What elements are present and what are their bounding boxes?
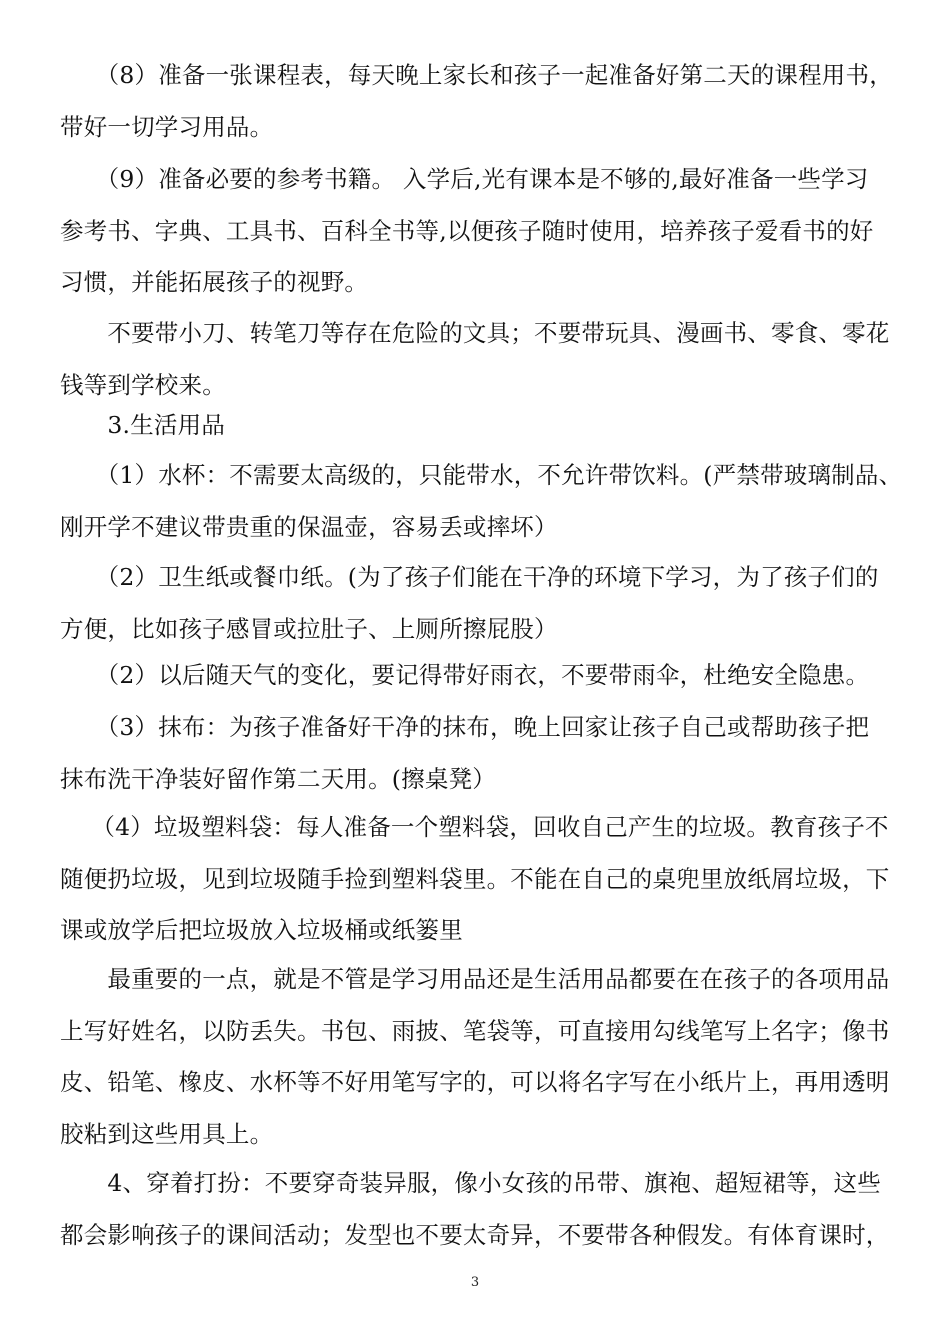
text-line: （3）抹布：为孩子准备好干净的抹布，晚上回家让孩子自己或帮助孩子把 [60, 713, 870, 741]
paragraph-clothing [60, 1158, 900, 1261]
text-line: 钱等到学校来。 [60, 370, 226, 399]
paragraph-item-9 [60, 154, 900, 309]
paragraph-raincoat [60, 650, 900, 702]
paragraph-item-8 [60, 50, 900, 153]
paragraph-trash-bag [60, 802, 900, 957]
text-line: 最重要的一点，就是不管是学习用品还是生活用品都要在在孩子的各项用品 [60, 965, 890, 993]
page-number: 3 [470, 1275, 480, 1290]
text-line: （1）水杯：不需要太高级的，只能带水，不允许带饮料。(严禁带玻璃制品、 [60, 461, 903, 489]
text-line: （2）卫生纸或餐巾纸。(为了孩子们能在干净的环境下学习，为了孩子们的 [60, 563, 879, 591]
text-line: 都会影响孩子的课间活动；发型也不要太奇异，不要带各种假发。有体育课时， [60, 1220, 890, 1249]
text-line: 不要带小刀、转笔刀等存在危险的文具；不要带玩具、漫画书、零食、零花 [60, 319, 890, 347]
text-line: （9）准备必要的参考书籍。 入学后,光有课本是不够的,最好准备一些学习 [60, 165, 869, 193]
text-line: 3.生活用品 [60, 411, 226, 439]
text-line: 皮、铅笔、橡皮、水杯等不好用笔写字的，可以将名字写在小纸片上，再用透明 [60, 1068, 890, 1096]
text-line: 上写好姓名，以防丢失。书包、雨披、笔袋等，可直接用勾线笔写上名字；像书 [60, 1016, 890, 1045]
paragraph-cloth [60, 702, 900, 805]
text-line: 课或放学后把垃圾放入垃圾桶或纸篓里 [60, 916, 463, 944]
paragraph-tissue [60, 552, 900, 655]
text-line: 参考书、字典、工具书、百科全书等,以便孩子随时使用，培养孩子爱看书的好 [60, 216, 874, 245]
section-heading-daily-supplies [60, 400, 900, 452]
text-line: 抹布洗干净装好留作第二天用。(擦桌凳） [60, 764, 496, 793]
text-line: （4）垃圾塑料袋：每人准备一个塑料袋，回收自己产生的垃圾。教育孩子不 [60, 813, 889, 841]
text-line: 胶粘到这些用具上。 [60, 1119, 274, 1148]
paragraph-name-labels [60, 954, 900, 1160]
text-line: 带好一切学习用品。 [60, 112, 274, 141]
text-line: （2）以后随天气的变化，要记得带好雨衣，不要带雨伞，杜绝安全隐患。 [60, 661, 870, 689]
text-line: 刚开学不建议带贵重的保温壶，容易丢或摔坏） [60, 512, 558, 541]
paragraph-forbidden-items [60, 308, 900, 411]
text-line: 习惯，并能拓展孩子的视野。 [60, 268, 369, 296]
text-line: 方便，比如孩子感冒或拉肚子、上厕所擦屁股） [60, 614, 558, 643]
text-line: 随便扔垃圾，见到垃圾随手捡到塑料袋里。不能在自己的桌兜里放纸屑垃圾，下 [60, 864, 890, 893]
paragraph-water-cup [60, 450, 903, 553]
text-line: 4、穿着打扮：不要穿奇装异服，像小女孩的吊带、旗袍、超短裙等，这些 [60, 1169, 881, 1197]
text-line: （8）准备一张课程表，每天晚上家长和孩子一起准备好第二天的课程用书， [60, 61, 893, 89]
